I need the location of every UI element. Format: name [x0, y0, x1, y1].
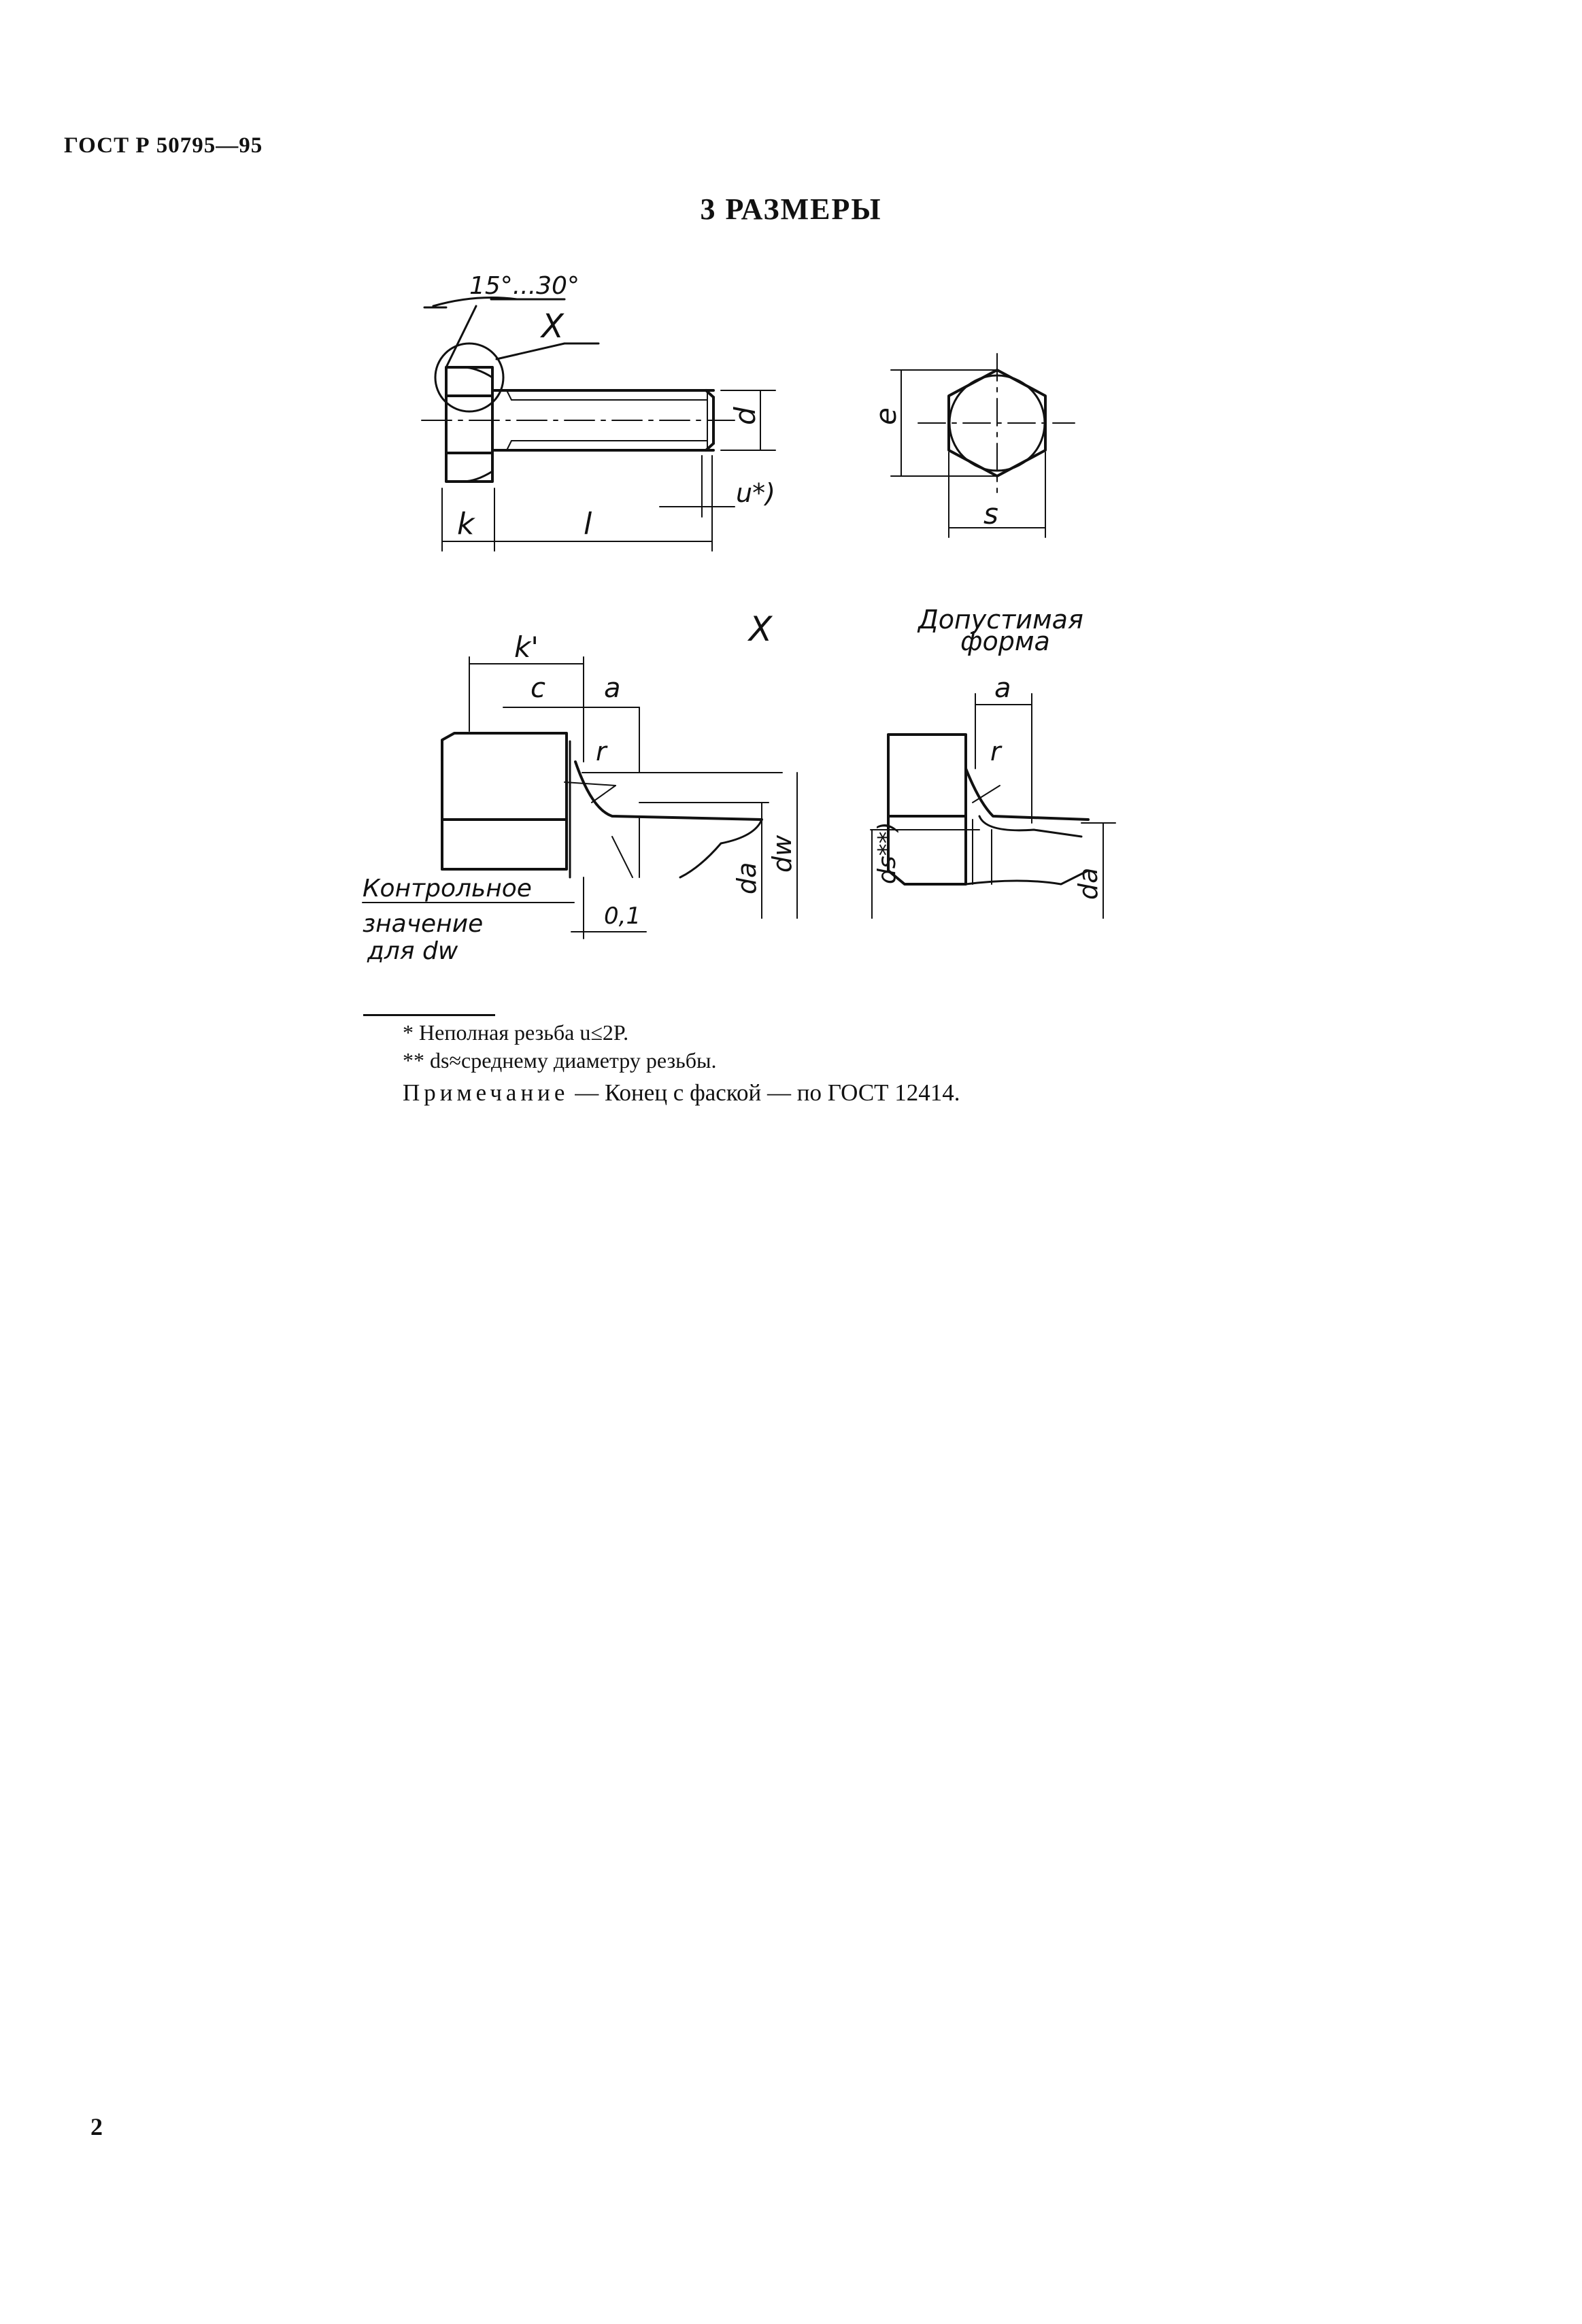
control-label-1: Контрольное [363, 875, 532, 903]
dim-s-label: s [983, 497, 998, 531]
detail-title-label: X [749, 609, 773, 649]
alt-form-label-1: Допустимая [918, 605, 1083, 635]
dim-e-label: e [869, 407, 903, 425]
alt-dim-a-label: a [994, 673, 1011, 704]
alt-form-label-2: форма [960, 626, 1050, 656]
dim-l-label: l [584, 507, 592, 541]
footnote-1: * Неполная резьба u≤2P. [403, 1020, 629, 1045]
page-number: 2 [90, 2113, 103, 2140]
note [403, 1079, 960, 1107]
dim-da-label: da [732, 862, 762, 894]
angle-label: 15°...30° [469, 272, 579, 300]
dim-dw-label: dw [767, 835, 797, 873]
control-label-3: для dw [367, 937, 458, 965]
alt-dim-ds-label: ds**) [873, 822, 901, 884]
alt-dim-da-label: da [1073, 867, 1103, 900]
technical-drawing [0, 0, 1582, 1007]
dim-k-prime-label: k' [514, 630, 539, 664]
dim-a-label: a [604, 673, 621, 704]
dim-r-label: r [596, 737, 607, 767]
note-label: Примечание [403, 1079, 569, 1106]
note-text: — Конец с фаской — по ГОСТ 12414. [569, 1079, 960, 1106]
control-label-2: значение [363, 910, 484, 938]
document-header: ГОСТ Р 50795—95 [64, 133, 263, 158]
dim-01-label: 0,1 [604, 903, 641, 930]
dim-c-label: c [531, 673, 545, 704]
footnote-rule [363, 1014, 495, 1016]
hex-head-end-view [891, 354, 1075, 537]
footnote-2: ** ds≈среднему диаметру резьбы. [403, 1048, 717, 1073]
dim-u-label: u*) [736, 478, 775, 508]
dim-d-label: d [728, 407, 762, 425]
dim-k-label: k [457, 507, 475, 541]
section-title: 3 РАЗМЕРЫ [700, 192, 882, 226]
alt-dim-r-label: r [990, 737, 1001, 767]
bolt-side-view [422, 298, 775, 551]
detail-mark-label: X [541, 307, 564, 346]
